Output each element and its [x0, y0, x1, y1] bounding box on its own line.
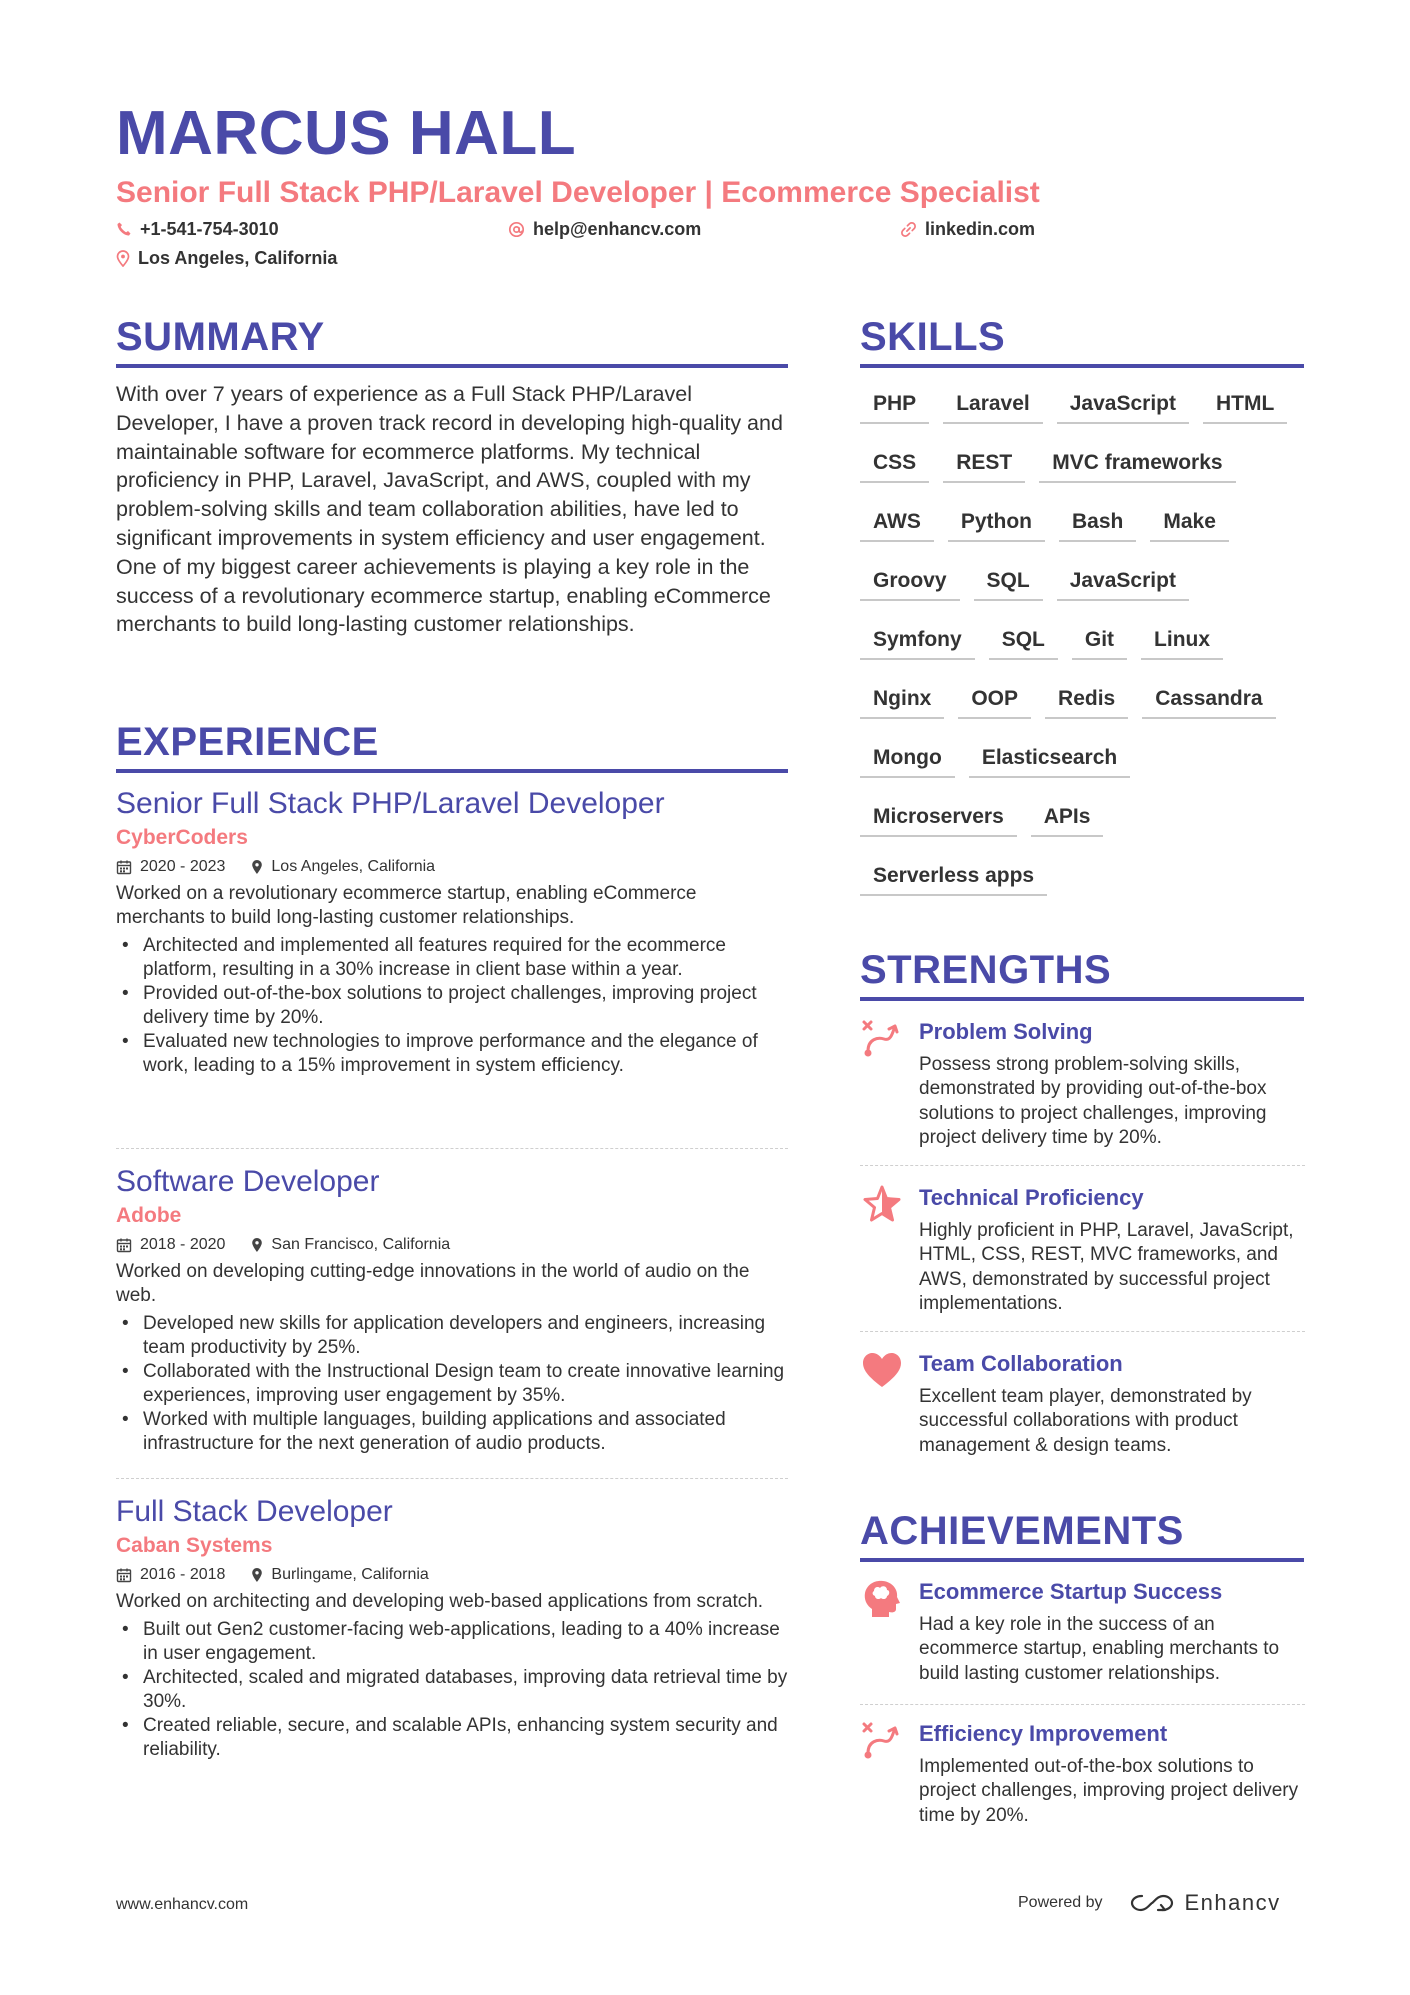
job-bullets	[116, 1618, 788, 1762]
job-title: Software Developer	[116, 1165, 380, 1198]
location-pin-icon	[251, 859, 263, 875]
skill-tag: Laravel	[943, 378, 1043, 424]
email-text: help@enhancv.com	[533, 219, 702, 239]
strength-description: Possess strong problem-solving skills, demonstrated by providing out-of-the-box solutions to project challenges, improving project delivery time by 20%.	[919, 1054, 1267, 1148]
achievements-divider	[860, 1558, 1304, 1562]
skill-tag: Make	[1150, 496, 1229, 542]
job-meta	[116, 856, 788, 878]
skill-tag: APIs	[1031, 791, 1104, 837]
achievement-title: Ecommerce Startup Success	[919, 1579, 1223, 1604]
job-bullets	[116, 934, 788, 1078]
skill-tag: JavaScript	[1057, 555, 1189, 601]
skill-tag: AWS	[860, 496, 934, 542]
skill-tag: Nginx	[860, 673, 944, 719]
skill-row	[860, 614, 1310, 673]
company-name: Caban Systems	[116, 1534, 273, 1557]
skills-list	[860, 378, 1310, 909]
job-title: Full Stack Developer	[116, 1495, 393, 1528]
strength-item	[860, 1183, 1310, 1323]
link-icon	[900, 221, 917, 238]
skill-tag: Git	[1072, 614, 1127, 660]
skill-tag: Linux	[1141, 614, 1223, 660]
job-bullet: • Built out Gen2 customer-facing web-applications, leading to a 40% increase in user engagement.	[116, 1618, 788, 1666]
job-description: Worked on developing cutting-edge innovations in the world of audio on the web.	[116, 1261, 750, 1306]
achievements-heading: ACHIEVEMENTS	[860, 1509, 1184, 1553]
enhancv-logo-icon	[1129, 1891, 1175, 1915]
job-entry	[116, 785, 788, 1078]
skill-tag: Serverless apps	[860, 850, 1047, 896]
company-name: CyberCoders	[116, 826, 248, 849]
skills-divider	[860, 364, 1304, 368]
skill-row	[860, 437, 1310, 496]
job-title: Senior Full Stack PHP/Laravel Developer	[116, 787, 665, 820]
job-separator	[116, 1478, 788, 1479]
job-location: San Francisco, California	[271, 1236, 451, 1253]
strategy-icon	[860, 1017, 904, 1061]
calendar-icon	[116, 1567, 132, 1583]
job-meta	[116, 1564, 788, 1586]
skill-row	[860, 850, 1310, 909]
phone-text: +1-541-754-3010	[140, 219, 279, 239]
skill-row	[860, 673, 1310, 732]
skill-row	[860, 555, 1310, 614]
skill-row	[860, 378, 1310, 437]
linkedin-text: linkedin.com	[925, 219, 1036, 239]
strength-description: Excellent team player, demonstrated by successful collaborations with product management & design teams.	[919, 1386, 1252, 1456]
brain-head-icon	[860, 1577, 904, 1621]
job-entry	[116, 1493, 788, 1762]
job-bullet: • Architected, scaled and migrated databases, improving data retrieval time by 30%.	[116, 1666, 788, 1714]
phone-icon	[116, 221, 132, 237]
location-pin-icon	[251, 1567, 263, 1583]
skill-row	[860, 732, 1310, 791]
job-dates: 2020 - 2023	[140, 858, 226, 875]
contact-email[interactable]	[508, 217, 701, 241]
skill-tag: Mongo	[860, 732, 955, 778]
strategy-icon	[860, 1719, 904, 1763]
footer-branding	[1018, 1890, 1281, 1916]
job-entry	[116, 1163, 788, 1456]
location-text: Los Angeles, California	[138, 248, 338, 268]
job-location: Burlingame, California	[271, 1566, 429, 1583]
skill-tag: Microservers	[860, 791, 1017, 837]
job-dates: 2016 - 2018	[140, 1566, 226, 1583]
skill-tag: CSS	[860, 437, 929, 483]
candidate-name: MARCUS HALL	[116, 99, 577, 168]
company-name: Adobe	[116, 1204, 182, 1227]
skill-tag: Bash	[1059, 496, 1136, 542]
job-separator	[116, 1148, 788, 1149]
summary-heading: SUMMARY	[116, 315, 325, 359]
strength-title: Technical Proficiency	[919, 1185, 1144, 1210]
skill-tag: HTML	[1203, 378, 1287, 424]
summary-text: With over 7 years of experience as a Full Stack PHP/Laravel Developer, I have a proven track record in developing high-quality and maintainable software for ecommerce platforms. My technical proficiency in PHP, Laravel, JavaScript, and AWS, coupled with my problem-solving skills and team collaboration abilities, have led to significant improvements in system efficiency and user engagement. One of my biggest career achievements is playing a key role in the success of a revolutionary ecommerce startup, enabling eCommerce merchants to build long-lasting customer relationships.	[116, 382, 783, 637]
skill-tag: REST	[943, 437, 1025, 483]
skill-tag: Redis	[1045, 673, 1128, 719]
skill-tag: SQL	[974, 555, 1043, 601]
strength-item	[860, 1017, 1310, 1157]
heart-icon	[860, 1349, 904, 1393]
calendar-icon	[116, 859, 132, 875]
footer-website[interactable]: www.enhancv.com	[116, 1896, 249, 1913]
job-bullet: • Developed new skills for application developers and engineers, increasing team productivity by 25%.	[116, 1312, 788, 1360]
contact-location	[116, 246, 337, 270]
achievement-title: Efficiency Improvement	[919, 1721, 1168, 1746]
achievement-separator	[860, 1704, 1305, 1705]
skill-row	[860, 496, 1310, 555]
skill-tag: SQL	[989, 614, 1058, 660]
strength-separator	[860, 1165, 1305, 1166]
enhancv-brand-text: Enhancv	[1184, 1890, 1281, 1915]
location-pin-icon	[251, 1237, 263, 1253]
strength-title: Team Collaboration	[919, 1351, 1123, 1376]
skill-tag: Elasticsearch	[969, 732, 1130, 778]
skill-tag: OOP	[958, 673, 1031, 719]
job-bullet: • Evaluated new technologies to improve performance and the elegance of work, leading to a 15% improvement in system efficiency.	[116, 1030, 788, 1078]
skill-tag: JavaScript	[1057, 378, 1189, 424]
experience-divider	[116, 769, 788, 773]
skill-tag: MVC frameworks	[1039, 437, 1235, 483]
at-icon	[508, 221, 525, 238]
job-meta	[116, 1234, 788, 1256]
summary-divider	[116, 364, 788, 368]
skills-heading: SKILLS	[860, 315, 1006, 359]
calendar-icon	[116, 1237, 132, 1253]
achievement-description: Implemented out-of-the-box solutions to project challenges, improving project delivery time by 20%.	[919, 1756, 1299, 1826]
job-description: Worked on architecting and developing web-based applications from scratch.	[116, 1591, 764, 1612]
strength-separator	[860, 1331, 1305, 1332]
star-icon	[860, 1183, 904, 1227]
contact-linkedin[interactable]	[900, 217, 1035, 241]
strength-description: Highly proficient in PHP, Laravel, JavaScript, HTML, CSS, REST, MVC frameworks, and AWS, demonstrated by successful project implementations.	[919, 1220, 1294, 1314]
skill-tag: Python	[948, 496, 1045, 542]
skill-tag: Symfony	[860, 614, 975, 660]
skill-tag: PHP	[860, 378, 929, 424]
achievement-item	[860, 1577, 1310, 1697]
location-pin-icon	[116, 250, 130, 267]
powered-by-label: Powered by	[1018, 1894, 1103, 1911]
achievement-description: Had a key role in the success of an ecommerce startup, enabling merchants to build lasting customer relationships.	[919, 1614, 1280, 1684]
candidate-headline: Senior Full Stack PHP/Laravel Developer | Ecommerce Specialist	[116, 176, 1040, 209]
job-description: Worked on a revolutionary ecommerce startup, enabling eCommerce merchants to build long-lasting customer relationships.	[116, 883, 697, 928]
job-location: Los Angeles, California	[271, 858, 436, 875]
job-bullet: • Collaborated with the Instructional Design team to create innovative learning experiences, improving user engagement by 35%.	[116, 1360, 788, 1408]
experience-heading: EXPERIENCE	[116, 720, 379, 764]
strengths-divider	[860, 997, 1304, 1001]
contact-phone[interactable]	[116, 217, 279, 241]
skill-row	[860, 791, 1310, 850]
strengths-heading: STRENGTHS	[860, 948, 1112, 992]
skill-tag: Cassandra	[1142, 673, 1275, 719]
strength-item	[860, 1349, 1310, 1469]
achievement-item	[860, 1719, 1310, 1839]
skill-tag: Groovy	[860, 555, 960, 601]
job-bullet: • Created reliable, secure, and scalable APIs, enhancing system security and reliability.	[116, 1714, 788, 1762]
job-bullets	[116, 1312, 788, 1456]
strength-title: Problem Solving	[919, 1019, 1093, 1044]
job-bullet: • Provided out-of-the-box solutions to project challenges, improving project delivery time by 20%.	[116, 982, 788, 1030]
job-dates: 2018 - 2020	[140, 1236, 226, 1253]
enhancv-logo[interactable]	[1129, 1890, 1281, 1916]
job-bullet: • Architected and implemented all features required for the ecommerce platform, resulting in a 30% increase in client base within a year.	[116, 934, 788, 982]
job-bullet: • Worked with multiple languages, building applications and associated infrastructure for the next generation of audio products.	[116, 1408, 788, 1456]
